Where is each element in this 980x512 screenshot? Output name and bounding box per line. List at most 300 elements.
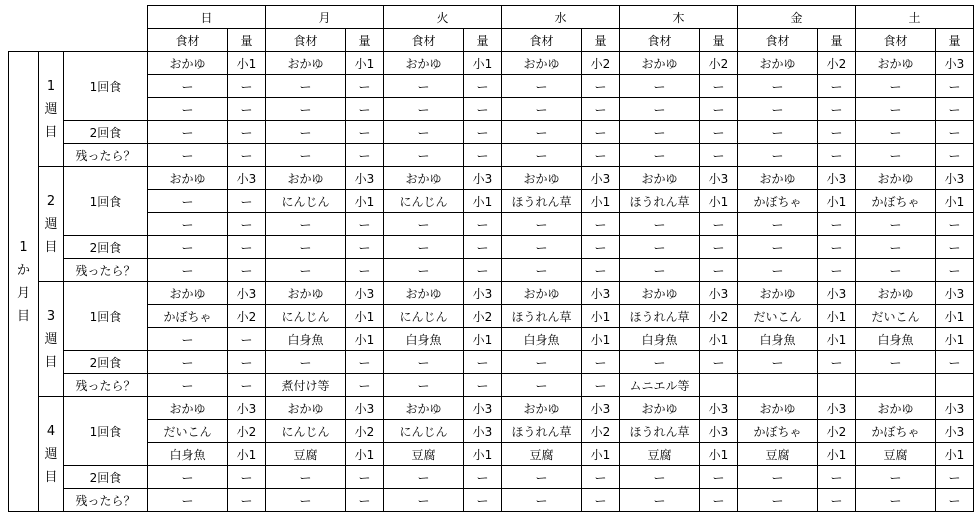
amount-cell: ー — [818, 213, 856, 236]
amount-column-header: 量 — [346, 29, 384, 52]
amount-cell: ー — [818, 98, 856, 121]
food-cell: ー — [620, 213, 700, 236]
amount-cell: ー — [464, 144, 502, 167]
food-cell: ほうれん草 — [502, 305, 582, 328]
food-cell: おかゆ — [502, 282, 582, 305]
food-cell: おかゆ — [620, 52, 700, 75]
corner-cell — [9, 6, 148, 52]
week-number: 2 — [46, 193, 56, 209]
food-cell: おかゆ — [266, 282, 346, 305]
food-cell: 白身魚 — [502, 328, 582, 351]
food-cell: ー — [738, 259, 818, 282]
food-cell: おかゆ — [266, 397, 346, 420]
food-cell: おかゆ — [502, 397, 582, 420]
food-cell: おかゆ — [620, 167, 700, 190]
food-cell: おかゆ — [738, 167, 818, 190]
amount-cell: ー — [936, 121, 974, 144]
food-cell: おかゆ — [856, 282, 936, 305]
food-cell: ー — [266, 213, 346, 236]
food-cell: ー — [738, 144, 818, 167]
amount-cell: 小2 — [700, 305, 738, 328]
amount-cell: 小2 — [818, 52, 856, 75]
amount-cell: 小3 — [700, 282, 738, 305]
amount-column-header: 量 — [464, 29, 502, 52]
food-cell: ー — [384, 466, 464, 489]
amount-cell: ー — [464, 236, 502, 259]
amount-cell: 小3 — [700, 397, 738, 420]
meal-label-first: 1回食 — [64, 282, 148, 351]
food-cell: ー — [148, 466, 228, 489]
food-cell — [856, 374, 936, 397]
table-row — [9, 397, 974, 420]
food-cell: にんじん — [384, 420, 464, 443]
food-cell: ー — [620, 144, 700, 167]
week-suffix: 週目 — [44, 446, 58, 485]
food-cell: ー — [148, 374, 228, 397]
week-label-cell — [39, 167, 64, 282]
table-row — [9, 305, 974, 328]
amount-cell: ー — [700, 144, 738, 167]
amount-cell: 小1 — [818, 305, 856, 328]
amount-cell: ー — [346, 121, 384, 144]
food-cell: にんじん — [266, 190, 346, 213]
food-cell: おかゆ — [856, 397, 936, 420]
food-cell: かぼちゃ — [856, 190, 936, 213]
amount-cell: ー — [582, 213, 620, 236]
table-row — [9, 351, 974, 374]
food-cell: ー — [384, 374, 464, 397]
amount-cell: 小2 — [228, 420, 266, 443]
amount-cell: 小1 — [700, 190, 738, 213]
amount-cell: 小3 — [464, 167, 502, 190]
food-cell: 白身魚 — [384, 328, 464, 351]
week-suffix: 週目 — [44, 216, 58, 255]
amount-cell: ー — [464, 466, 502, 489]
meal-label-first: 1回食 — [64, 52, 148, 121]
amount-cell: 小3 — [582, 397, 620, 420]
amount-cell: 小1 — [582, 190, 620, 213]
amount-column-header: 量 — [700, 29, 738, 52]
meal-label-leftover: 残ったら？ — [64, 144, 148, 167]
food-cell: おかゆ — [384, 52, 464, 75]
amount-cell: ー — [582, 236, 620, 259]
amount-cell: ー — [582, 121, 620, 144]
food-cell: おかゆ — [266, 167, 346, 190]
amount-cell: 小3 — [228, 167, 266, 190]
food-cell: ー — [856, 466, 936, 489]
table-row — [9, 190, 974, 213]
amount-cell: ー — [582, 144, 620, 167]
amount-column-header: 量 — [228, 29, 266, 52]
food-cell: おかゆ — [148, 167, 228, 190]
food-cell: ー — [502, 98, 582, 121]
food-cell: ー — [384, 259, 464, 282]
amount-cell: ー — [346, 144, 384, 167]
food-column-header: 食材 — [384, 29, 464, 52]
food-cell: ムニエル等 — [620, 374, 700, 397]
food-cell: にんじん — [384, 305, 464, 328]
food-column-header: 食材 — [266, 29, 346, 52]
table-row — [9, 328, 974, 351]
amount-cell: 小3 — [936, 282, 974, 305]
amount-cell: ー — [228, 75, 266, 98]
amount-cell: 小3 — [228, 397, 266, 420]
week-suffix: 週目 — [44, 331, 58, 370]
table-row — [9, 75, 974, 98]
food-cell: ー — [148, 75, 228, 98]
amount-cell: ー — [228, 259, 266, 282]
week-number: 3 — [46, 308, 56, 324]
amount-cell: ー — [936, 351, 974, 374]
food-cell: おかゆ — [384, 282, 464, 305]
amount-cell: ー — [700, 121, 738, 144]
food-cell: かぼちゃ — [148, 305, 228, 328]
food-cell: ほうれん草 — [620, 420, 700, 443]
food-cell: ほうれん草 — [620, 305, 700, 328]
amount-cell: 小1 — [700, 328, 738, 351]
food-cell: ー — [502, 466, 582, 489]
food-cell: おかゆ — [620, 282, 700, 305]
amount-cell: ー — [464, 213, 502, 236]
food-cell: ー — [266, 259, 346, 282]
amount-column-header: 量 — [582, 29, 620, 52]
food-cell: ー — [856, 75, 936, 98]
amount-cell: 小1 — [936, 190, 974, 213]
amount-cell: 小1 — [346, 328, 384, 351]
table-row — [9, 489, 974, 512]
food-cell: ほうれん草 — [620, 190, 700, 213]
amount-cell: 小1 — [228, 52, 266, 75]
food-cell: かぼちゃ — [856, 420, 936, 443]
food-cell: おかゆ — [266, 52, 346, 75]
food-cell — [738, 374, 818, 397]
food-cell: ー — [738, 121, 818, 144]
amount-cell: ー — [346, 213, 384, 236]
amount-cell: 小3 — [346, 167, 384, 190]
week-label-cell — [39, 52, 64, 167]
amount-cell: ー — [228, 489, 266, 512]
amount-cell: 小2 — [818, 420, 856, 443]
food-cell: ー — [266, 75, 346, 98]
food-cell: ー — [148, 121, 228, 144]
amount-cell: ー — [818, 259, 856, 282]
food-cell: ー — [738, 466, 818, 489]
amount-cell: ー — [936, 259, 974, 282]
amount-cell: 小3 — [936, 397, 974, 420]
amount-column-header: 量 — [818, 29, 856, 52]
food-cell: ー — [148, 259, 228, 282]
amount-cell: 小3 — [582, 282, 620, 305]
amount-cell: 小3 — [818, 282, 856, 305]
food-cell: おかゆ — [738, 282, 818, 305]
amount-cell: 小3 — [936, 420, 974, 443]
amount-cell: 小3 — [936, 52, 974, 75]
meal-label-first: 1回食 — [64, 397, 148, 466]
amount-cell: 小1 — [464, 190, 502, 213]
food-cell: ー — [620, 121, 700, 144]
amount-cell: 小3 — [582, 167, 620, 190]
food-cell: ー — [266, 466, 346, 489]
amount-cell: ー — [228, 328, 266, 351]
food-cell: ー — [502, 236, 582, 259]
food-cell: ー — [856, 213, 936, 236]
amount-cell: ー — [936, 466, 974, 489]
table-row — [9, 282, 974, 305]
amount-cell: 小2 — [582, 52, 620, 75]
food-cell: 豆腐 — [502, 443, 582, 466]
amount-cell: ー — [818, 144, 856, 167]
amount-cell: ー — [346, 75, 384, 98]
amount-cell: ー — [464, 259, 502, 282]
food-cell: ー — [148, 489, 228, 512]
amount-cell: ー — [700, 466, 738, 489]
table-row — [9, 374, 974, 397]
food-cell: ー — [738, 213, 818, 236]
amount-cell: 小1 — [346, 443, 384, 466]
food-cell: ー — [266, 236, 346, 259]
food-cell: ー — [266, 489, 346, 512]
amount-cell: ー — [346, 489, 384, 512]
amount-cell: 小1 — [582, 443, 620, 466]
table-row — [9, 236, 974, 259]
food-cell: おかゆ — [148, 52, 228, 75]
amount-cell — [818, 374, 856, 397]
meal-label-leftover: 残ったら？ — [64, 489, 148, 512]
week-label-cell — [39, 397, 64, 512]
amount-cell: 小1 — [582, 328, 620, 351]
amount-cell: 小1 — [700, 443, 738, 466]
food-cell: ー — [148, 144, 228, 167]
amount-cell: ー — [818, 236, 856, 259]
food-cell: ー — [620, 259, 700, 282]
food-column-header: 食材 — [502, 29, 582, 52]
food-cell: ー — [266, 144, 346, 167]
amount-cell: ー — [700, 75, 738, 98]
food-cell: 豆腐 — [856, 443, 936, 466]
amount-cell: ー — [228, 144, 266, 167]
amount-cell: 小1 — [936, 305, 974, 328]
meal-label-first: 1回食 — [64, 167, 148, 236]
meal-label-leftover: 残ったら？ — [64, 259, 148, 282]
table-row — [9, 466, 974, 489]
food-column-header: 食材 — [738, 29, 818, 52]
meal-label-second: 2回食 — [64, 466, 148, 489]
amount-cell: ー — [818, 351, 856, 374]
food-cell: ー — [148, 328, 228, 351]
amount-cell: 小3 — [700, 167, 738, 190]
amount-cell: 小1 — [464, 52, 502, 75]
amount-cell: ー — [464, 489, 502, 512]
amount-cell: 小1 — [936, 328, 974, 351]
month-label-cell — [9, 52, 39, 512]
baby-food-schedule-table — [8, 5, 974, 512]
amount-cell: ー — [228, 351, 266, 374]
food-cell: 白身魚 — [266, 328, 346, 351]
amount-cell: ー — [346, 236, 384, 259]
table-row — [9, 167, 974, 190]
food-cell: にんじん — [266, 420, 346, 443]
amount-cell: ー — [346, 98, 384, 121]
day-header: 火 — [384, 6, 502, 29]
week-suffix: 週目 — [44, 101, 58, 140]
amount-cell: 小3 — [818, 167, 856, 190]
food-cell: ー — [620, 75, 700, 98]
amount-cell: 小2 — [228, 305, 266, 328]
food-cell: ー — [148, 236, 228, 259]
amount-cell: 小3 — [346, 282, 384, 305]
food-cell: ほうれん草 — [502, 420, 582, 443]
food-cell: 白身魚 — [148, 443, 228, 466]
day-header-row — [9, 6, 974, 29]
amount-cell: 小2 — [464, 305, 502, 328]
amount-cell: ー — [228, 374, 266, 397]
amount-cell: ー — [700, 489, 738, 512]
table-row — [9, 420, 974, 443]
amount-cell: ー — [582, 259, 620, 282]
food-cell: ー — [620, 466, 700, 489]
amount-cell: ー — [818, 466, 856, 489]
food-cell: だいこん — [856, 305, 936, 328]
amount-cell: 小3 — [936, 167, 974, 190]
food-cell: 煮付け等 — [266, 374, 346, 397]
food-cell: ー — [384, 144, 464, 167]
amount-cell: ー — [346, 259, 384, 282]
amount-cell: 小1 — [818, 443, 856, 466]
amount-cell: 小1 — [346, 305, 384, 328]
amount-cell: ー — [582, 98, 620, 121]
table-row — [9, 121, 974, 144]
food-cell: ー — [856, 236, 936, 259]
day-header: 月 — [266, 6, 384, 29]
food-cell: おかゆ — [384, 397, 464, 420]
food-cell: おかゆ — [620, 397, 700, 420]
food-cell: ー — [384, 236, 464, 259]
amount-cell: 小1 — [582, 305, 620, 328]
amount-cell — [700, 374, 738, 397]
amount-cell: 小1 — [464, 443, 502, 466]
amount-cell: ー — [346, 351, 384, 374]
amount-column-header: 量 — [936, 29, 974, 52]
food-cell: ー — [856, 144, 936, 167]
food-column-header: 食材 — [856, 29, 936, 52]
amount-cell: ー — [464, 351, 502, 374]
amount-cell: ー — [228, 190, 266, 213]
food-cell: ー — [148, 190, 228, 213]
amount-cell: 小1 — [346, 190, 384, 213]
amount-cell: ー — [346, 374, 384, 397]
amount-cell: 小2 — [582, 420, 620, 443]
food-cell: ー — [738, 98, 818, 121]
amount-cell: ー — [228, 121, 266, 144]
food-cell: かぼちゃ — [738, 190, 818, 213]
food-cell: ほうれん草 — [502, 190, 582, 213]
table-row — [9, 144, 974, 167]
meal-label-leftover: 残ったら？ — [64, 374, 148, 397]
amount-cell: ー — [936, 75, 974, 98]
amount-cell: ー — [464, 121, 502, 144]
amount-cell: 小1 — [818, 190, 856, 213]
amount-cell — [936, 374, 974, 397]
amount-cell: ー — [936, 98, 974, 121]
food-cell: ー — [266, 121, 346, 144]
food-cell: ー — [502, 144, 582, 167]
amount-cell: ー — [464, 98, 502, 121]
amount-cell: ー — [228, 213, 266, 236]
month-label: 1か月目 — [16, 239, 30, 324]
table-row — [9, 98, 974, 121]
day-header: 水 — [502, 6, 620, 29]
amount-cell: 小3 — [228, 282, 266, 305]
food-cell: ー — [620, 489, 700, 512]
food-cell: おかゆ — [738, 397, 818, 420]
table-row — [9, 213, 974, 236]
food-cell: おかゆ — [856, 167, 936, 190]
week-number: 4 — [46, 423, 56, 439]
amount-cell: 小2 — [346, 420, 384, 443]
food-cell: ー — [620, 351, 700, 374]
amount-cell: 小3 — [700, 420, 738, 443]
amount-cell: 小3 — [464, 420, 502, 443]
food-cell: にんじん — [384, 190, 464, 213]
food-cell: ー — [148, 98, 228, 121]
food-cell: ー — [384, 489, 464, 512]
food-cell: ー — [502, 75, 582, 98]
food-cell: ー — [148, 351, 228, 374]
food-cell: だいこん — [148, 420, 228, 443]
amount-cell: ー — [228, 98, 266, 121]
amount-cell: 小1 — [346, 52, 384, 75]
meal-label-second: 2回食 — [64, 121, 148, 144]
food-cell: 白身魚 — [856, 328, 936, 351]
food-cell: ー — [384, 351, 464, 374]
food-cell: ー — [502, 213, 582, 236]
amount-cell: ー — [582, 351, 620, 374]
food-cell: ー — [266, 98, 346, 121]
table-row — [9, 259, 974, 282]
amount-cell: ー — [582, 75, 620, 98]
day-header: 日 — [148, 6, 266, 29]
food-cell: だいこん — [738, 305, 818, 328]
amount-cell: ー — [228, 236, 266, 259]
amount-cell: 小3 — [818, 397, 856, 420]
food-cell: ー — [502, 259, 582, 282]
food-cell: ー — [384, 213, 464, 236]
column-header-row — [9, 29, 974, 52]
amount-cell: 小1 — [464, 328, 502, 351]
amount-cell: 小1 — [818, 328, 856, 351]
food-cell: 白身魚 — [738, 328, 818, 351]
food-cell: おかゆ — [148, 282, 228, 305]
food-cell: 豆腐 — [384, 443, 464, 466]
amount-cell: ー — [818, 75, 856, 98]
amount-cell: 小2 — [700, 52, 738, 75]
amount-cell: ー — [936, 144, 974, 167]
food-cell: ー — [856, 489, 936, 512]
food-cell: ー — [856, 121, 936, 144]
food-cell: ー — [384, 121, 464, 144]
schedule-body — [9, 52, 974, 512]
food-cell: にんじん — [266, 305, 346, 328]
amount-cell: ー — [700, 236, 738, 259]
amount-cell: ー — [346, 466, 384, 489]
day-header: 土 — [856, 6, 974, 29]
amount-cell: 小1 — [228, 443, 266, 466]
food-cell: ー — [384, 75, 464, 98]
amount-cell: 小1 — [936, 443, 974, 466]
food-cell: ー — [148, 213, 228, 236]
amount-cell: ー — [936, 489, 974, 512]
food-cell: 豆腐 — [620, 443, 700, 466]
